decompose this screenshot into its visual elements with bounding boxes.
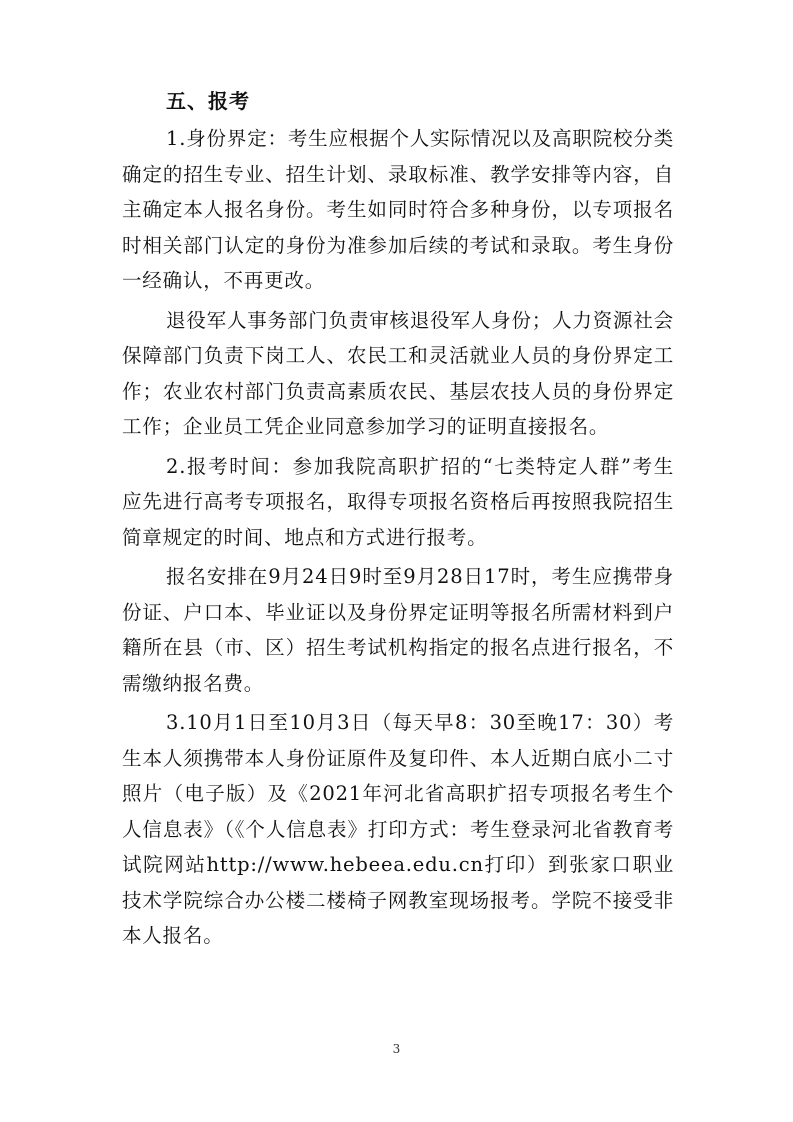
page-number: 3	[392, 1042, 401, 1056]
section-heading: 五、报考	[166, 89, 250, 113]
paragraph-onsite-registration: 3.10月1日至10月3日（每天早8：30至晚17：30）考生本人须携带本人身份证原件及复印件、本人近期白底小二寸照片（电子版）及《2021年河北省高职扩招专项报名考生个人信息表》（《个人信息表》打印方式：考生登录河北省教育考试院网站http://www.hebeea.edu.cn打印）到张家口职业技术学院综合办公楼二楼椅子网教室现场报考。学院不接受非本人报名。	[122, 711, 674, 947]
paragraph-department-responsibilities: 退役军人事务部门负责审核退役军人身份；人力资源社会保障部门负责下岗工人、农民工和灵活就业人员的身份界定工作；农业农村部门负责高素质农民、基层农技人员的身份界定工作；企业员工凭企业同意参加学习的证明直接报名。	[122, 308, 674, 438]
paragraph-identity-definition: 1.身份界定：考生应根据个人实际情况以及高职院校分类确定的招生专业、招生计划、录取标准、教学安排等内容，自主确定本人报名身份。考生如同时符合多种身份，以专项报名时相关部门认定的身份为准参加后续的考试和录取。考生身份一经确认，不再更改。	[122, 127, 674, 292]
document-body	[122, 84, 674, 958]
paragraph-registration-time: 2.报考时间：参加我院高职扩招的“七类特定人群”考生应先进行高考专项报名，取得专项报名资格后再按照我院招生简章规定的时间、地点和方式进行报考。	[122, 454, 674, 549]
paragraph-registration-arrangement: 报名安排在9月24日9时至9月28日17时，考生应携带身份证、户口本、毕业证以及身份界定证明等报名所需材料到户籍所在县（市、区）招生考试机构指定的报名点进行报名，不需缴纳报名费。	[122, 565, 674, 695]
